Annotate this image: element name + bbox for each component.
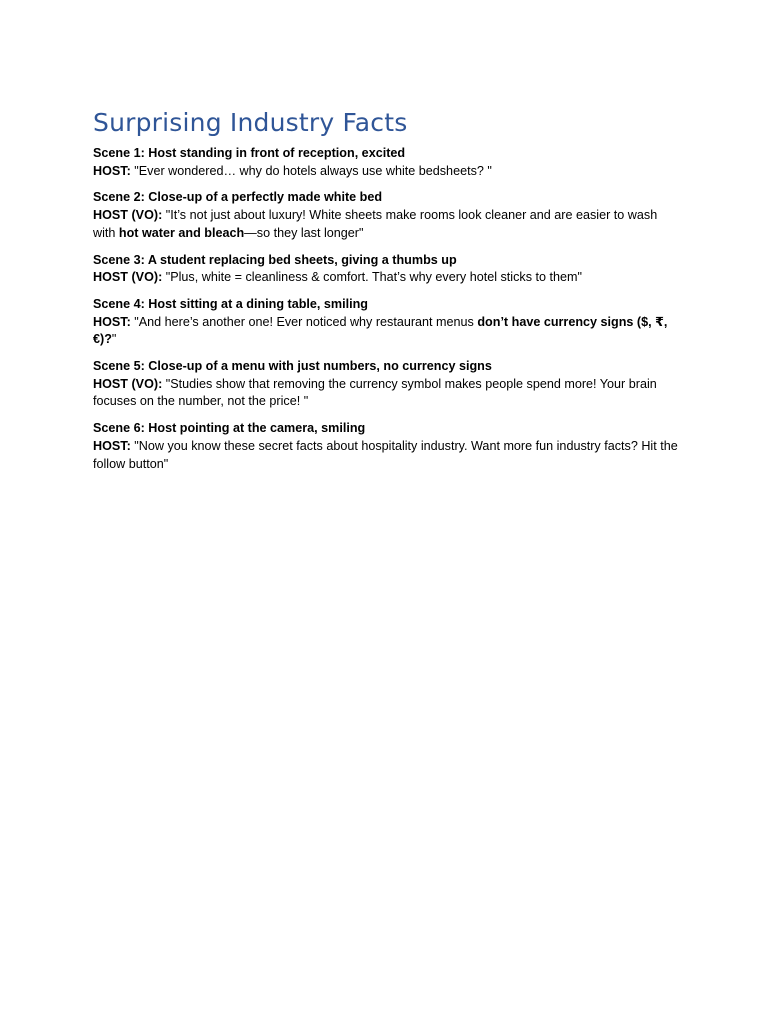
speaker-label: HOST (VO): xyxy=(93,270,163,285)
scene-heading: Scene 5: Close-up of a menu with just numbers, no currency signs xyxy=(93,359,492,374)
scene-1 xyxy=(93,145,678,180)
dialogue-line xyxy=(93,438,678,473)
speaker-label: HOST: xyxy=(93,163,131,178)
scene-heading: Scene 1: Host standing in front of reception, excited xyxy=(93,146,406,160)
scene-6 xyxy=(93,420,678,473)
document-title: Surprising Industry Facts xyxy=(93,108,408,137)
dialogue-line xyxy=(93,269,678,287)
scene-2 xyxy=(93,189,678,242)
speaker-label: HOST (VO): xyxy=(93,208,163,223)
dialogue-text: "Now you know these secret facts about hospitality industry. Want more fun industry facts? Hit the follow button" xyxy=(93,438,678,471)
dialogue-emphasis: don’t have currency signs ($, ₹, €)? xyxy=(93,314,668,347)
scene-3 xyxy=(93,252,678,287)
scene-4 xyxy=(93,296,678,349)
dialogue-text: " xyxy=(111,332,117,347)
dialogue-line xyxy=(93,207,678,242)
scene-heading: Scene 4: Host sitting at a dining table, smiling xyxy=(93,296,369,311)
dialogue-line xyxy=(93,376,678,411)
speaker-label: HOST: xyxy=(93,314,131,329)
dialogue-emphasis: hot water and bleach xyxy=(118,225,245,240)
scene-heading: Scene 3: A student replacing bed sheets, giving a thumbs up xyxy=(93,252,457,267)
scene-5 xyxy=(93,358,678,411)
dialogue-text: "And here’s another one! Ever noticed why restaurant menus xyxy=(130,314,478,329)
dialogue-line xyxy=(93,163,678,181)
dialogue-text: "It’s not just about luxury! White sheets make rooms look cleaner and are easier to wash with xyxy=(93,208,658,240)
document-page xyxy=(93,108,678,482)
scene-heading: Scene 6: Host pointing at the camera, smiling xyxy=(93,421,366,436)
dialogue-text: "Studies show that removing the currency symbol makes people spend more! Your brain focuses on the number, not the price! " xyxy=(93,376,657,409)
scene-heading: Scene 2: Close-up of a perfectly made white bed xyxy=(93,190,383,205)
dialogue-text: "Plus, white = cleanliness & comfort. That’s why every hotel sticks to them" xyxy=(162,270,582,285)
dialogue-text: "Ever wondered… why do hotels always use white bedsheets? " xyxy=(130,163,492,178)
speaker-label: HOST: xyxy=(93,438,131,453)
dialogue-text: —so they last longer" xyxy=(244,225,364,240)
dialogue-line xyxy=(93,314,678,349)
speaker-label: HOST (VO): xyxy=(93,376,163,391)
